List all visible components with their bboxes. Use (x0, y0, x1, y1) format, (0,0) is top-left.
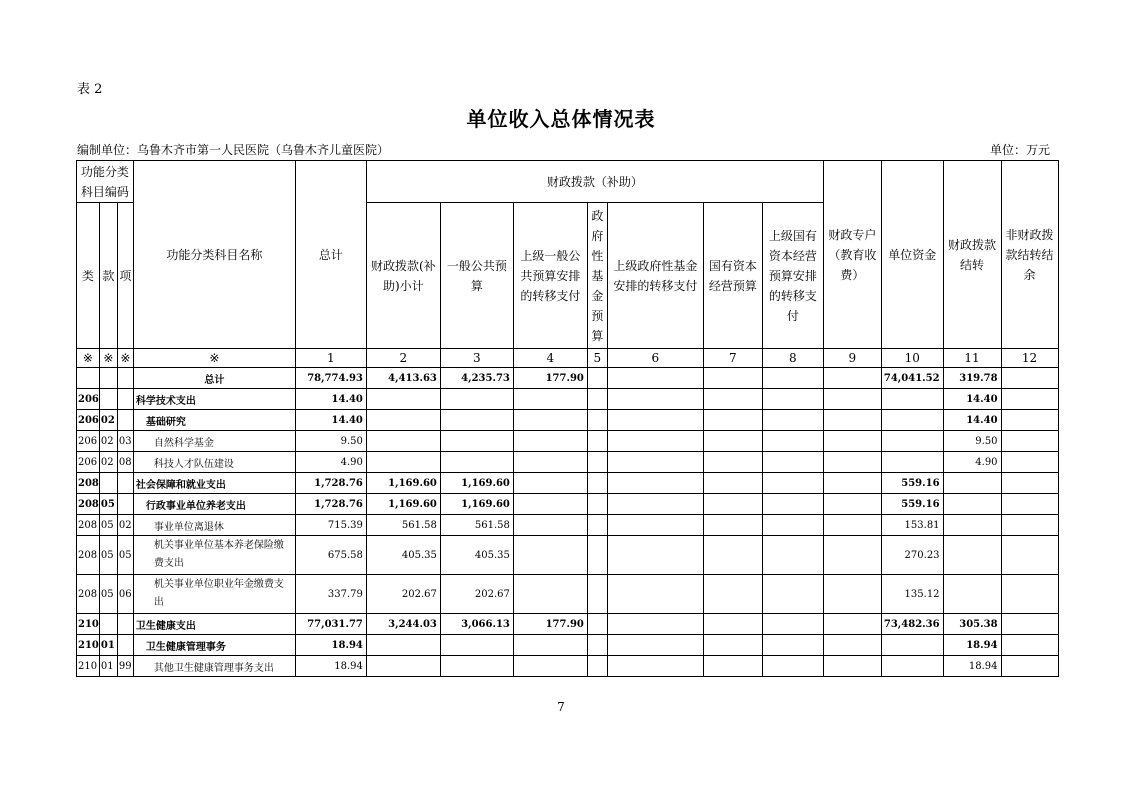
header-total: 总计 (295, 161, 366, 349)
table-row (77, 575, 1059, 614)
value-cell: 4,413.63 (366, 368, 440, 389)
code-kuan-cell: 05 (99, 536, 117, 575)
column-index-row (77, 349, 1059, 368)
code-kuan-cell (99, 389, 117, 410)
value-cell (366, 431, 440, 452)
table-row (77, 494, 1059, 515)
value-cell: 319.78 (943, 368, 1001, 389)
value-cell (703, 389, 762, 410)
value-cell (587, 473, 607, 494)
value-cell (943, 536, 1001, 575)
value-cell (823, 410, 881, 431)
value-cell (587, 614, 607, 635)
table-row (77, 515, 1059, 536)
value-cell (1001, 575, 1058, 614)
value-cell (1001, 452, 1058, 473)
value-cell (762, 575, 823, 614)
value-cell: 1,169.60 (366, 494, 440, 515)
code-xiang-cell (117, 368, 133, 389)
value-cell: 74,041.52 (881, 368, 943, 389)
value-cell (513, 410, 587, 431)
code-kuan-cell: 05 (99, 515, 117, 536)
value-cell (366, 656, 440, 677)
column-index-cell: 6 (607, 349, 703, 368)
header-lei: 类 (77, 203, 100, 349)
header-upper-state-capital: 上级国有资本经营预算安排的转移支付 (762, 203, 823, 349)
table-row (77, 536, 1059, 575)
code-lei-cell: 206 (77, 452, 100, 473)
value-cell: 4.90 (295, 452, 366, 473)
item-name-cell: 基础研究 (133, 410, 295, 431)
column-index-cell: 7 (703, 349, 762, 368)
value-cell (1001, 368, 1058, 389)
value-cell (607, 431, 703, 452)
value-cell: 405.35 (366, 536, 440, 575)
value-cell: 305.38 (943, 614, 1001, 635)
value-cell (587, 536, 607, 575)
value-cell (1001, 410, 1058, 431)
code-kuan-cell: 01 (99, 656, 117, 677)
value-cell (607, 473, 703, 494)
value-cell: 202.67 (440, 575, 513, 614)
value-cell (703, 515, 762, 536)
value-cell: 202.67 (366, 575, 440, 614)
value-cell (762, 494, 823, 515)
value-cell (440, 389, 513, 410)
header-nonfiscal-carry: 非财政拨款结转结余 (1001, 161, 1058, 349)
code-kuan-cell (99, 614, 117, 635)
code-lei-cell (77, 368, 100, 389)
value-cell (762, 389, 823, 410)
code-lei-cell: 206 (77, 410, 100, 431)
value-cell: 14.40 (943, 389, 1001, 410)
header-upper-gov-fund: 上级政府性基金安排的转移支付 (607, 203, 703, 349)
value-cell (703, 614, 762, 635)
item-name-cell: 卫生健康管理事务 (133, 635, 295, 656)
code-xiang-cell: 05 (117, 536, 133, 575)
value-cell (607, 575, 703, 614)
value-cell (762, 410, 823, 431)
column-index-cell: 2 (366, 349, 440, 368)
value-cell: 3,066.13 (440, 614, 513, 635)
code-lei-cell: 206 (77, 431, 100, 452)
value-cell (1001, 635, 1058, 656)
value-cell: 1,728.76 (295, 494, 366, 515)
item-name-cell: 机关事业单位基本养老保险缴费支出 (133, 536, 295, 575)
value-cell (881, 656, 943, 677)
column-index-cell: 8 (762, 349, 823, 368)
value-cell (823, 389, 881, 410)
code-lei-cell: 208 (77, 473, 100, 494)
value-cell: 18.94 (943, 656, 1001, 677)
value-cell: 561.58 (440, 515, 513, 536)
value-cell (703, 368, 762, 389)
value-cell (703, 431, 762, 452)
table-row (77, 614, 1059, 635)
value-cell (823, 368, 881, 389)
value-cell (587, 635, 607, 656)
value-cell: 18.94 (295, 656, 366, 677)
value-cell (440, 452, 513, 473)
value-cell (607, 536, 703, 575)
value-cell: 14.40 (295, 410, 366, 431)
value-cell (823, 656, 881, 677)
value-cell (823, 635, 881, 656)
value-cell (762, 635, 823, 656)
value-cell (823, 431, 881, 452)
value-cell (881, 389, 943, 410)
value-cell: 14.40 (295, 389, 366, 410)
value-cell (366, 389, 440, 410)
value-cell (703, 473, 762, 494)
table-row (77, 452, 1059, 473)
code-kuan-cell: 02 (99, 431, 117, 452)
value-cell: 73,482.36 (881, 614, 943, 635)
value-cell (762, 452, 823, 473)
value-cell (703, 494, 762, 515)
value-cell: 270.23 (881, 536, 943, 575)
column-index-cell: 5 (587, 349, 607, 368)
value-cell (366, 410, 440, 431)
code-kuan-cell: 05 (99, 494, 117, 515)
value-cell (823, 614, 881, 635)
value-cell (881, 635, 943, 656)
code-lei-cell: 208 (77, 575, 100, 614)
header-upper-general: 上级一般公共预算安排的转移支付 (513, 203, 587, 349)
value-cell (607, 389, 703, 410)
value-cell (607, 410, 703, 431)
code-xiang-cell: 08 (117, 452, 133, 473)
value-cell: 9.50 (295, 431, 366, 452)
value-cell (607, 494, 703, 515)
column-index-cell: 9 (823, 349, 881, 368)
code-kuan-cell: 02 (99, 410, 117, 431)
item-name-cell: 社会保障和就业支出 (133, 473, 295, 494)
column-index-cell: 4 (513, 349, 587, 368)
value-cell: 405.35 (440, 536, 513, 575)
value-cell (1001, 515, 1058, 536)
value-cell (762, 536, 823, 575)
value-cell: 3,244.03 (366, 614, 440, 635)
value-cell: 559.16 (881, 473, 943, 494)
table-row (77, 431, 1059, 452)
value-cell: 675.58 (295, 536, 366, 575)
item-name-cell: 行政事业单位养老支出 (133, 494, 295, 515)
value-cell (823, 494, 881, 515)
value-cell: 153.81 (881, 515, 943, 536)
value-cell (1001, 536, 1058, 575)
code-xiang-cell: 99 (117, 656, 133, 677)
value-cell (366, 635, 440, 656)
column-index-cell: ※ (99, 349, 117, 368)
value-cell (881, 452, 943, 473)
code-xiang-cell: 02 (117, 515, 133, 536)
code-xiang-cell (117, 614, 133, 635)
value-cell (703, 536, 762, 575)
code-kuan-cell: 02 (99, 452, 117, 473)
table-label: 表 2 (77, 82, 103, 97)
value-cell: 78,774.93 (295, 368, 366, 389)
header-special: 财政专户（教育收费） (823, 161, 881, 349)
code-lei-cell: 210 (77, 614, 100, 635)
value-cell (703, 656, 762, 677)
item-name-cell: 卫生健康支出 (133, 614, 295, 635)
value-cell (762, 656, 823, 677)
column-index-cell: 11 (943, 349, 1001, 368)
value-cell (513, 473, 587, 494)
item-name-cell: 科学技术支出 (133, 389, 295, 410)
table-row (77, 389, 1059, 410)
header-state-capital: 国有资本经营预算 (703, 203, 762, 349)
value-cell (762, 614, 823, 635)
value-cell (823, 473, 881, 494)
value-cell (440, 431, 513, 452)
value-cell (823, 452, 881, 473)
value-cell (943, 494, 1001, 515)
value-cell (587, 389, 607, 410)
value-cell (587, 368, 607, 389)
value-cell (943, 515, 1001, 536)
column-index-cell: ※ (133, 349, 295, 368)
item-name-cell: 事业单位离退休 (133, 515, 295, 536)
value-cell (881, 410, 943, 431)
header-unit-funds: 单位资金 (881, 161, 943, 349)
value-cell: 77,031.77 (295, 614, 366, 635)
value-cell: 177.90 (513, 368, 587, 389)
code-kuan-cell: 01 (99, 635, 117, 656)
table-row (77, 410, 1059, 431)
code-kuan-cell (99, 473, 117, 494)
value-cell (762, 431, 823, 452)
value-cell: 1,728.76 (295, 473, 366, 494)
value-cell (513, 452, 587, 473)
value-cell (440, 635, 513, 656)
value-cell: 1,169.60 (440, 473, 513, 494)
header-fiscal-carry: 财政拨款结转 (943, 161, 1001, 349)
value-cell (513, 494, 587, 515)
compiling-unit: 编制单位：乌鲁木齐市第一人民医院（乌鲁木齐儿童医院） (77, 143, 390, 157)
value-cell (703, 452, 762, 473)
value-cell (943, 473, 1001, 494)
header-fiscal-group: 财政拨款（补助） (366, 161, 823, 203)
value-cell (1001, 389, 1058, 410)
code-xiang-cell: 03 (117, 431, 133, 452)
value-cell (823, 515, 881, 536)
table-row (77, 656, 1059, 677)
value-cell (513, 656, 587, 677)
header-code-group: 功能分类科目编码 (77, 161, 134, 203)
value-cell (366, 452, 440, 473)
value-cell (823, 536, 881, 575)
column-index-cell: ※ (117, 349, 133, 368)
header-xiang: 项 (117, 203, 133, 349)
value-cell (440, 410, 513, 431)
column-index-cell: 10 (881, 349, 943, 368)
value-cell: 4,235.73 (440, 368, 513, 389)
code-lei-cell: 206 (77, 389, 100, 410)
value-cell (587, 515, 607, 536)
code-lei-cell: 208 (77, 515, 100, 536)
header-name: 功能分类科目名称 (133, 161, 295, 349)
value-cell (1001, 431, 1058, 452)
value-cell (513, 536, 587, 575)
page-title: 单位收入总体情况表 (466, 107, 656, 131)
column-index-cell: 3 (440, 349, 513, 368)
value-cell (881, 431, 943, 452)
value-cell (513, 635, 587, 656)
item-name-cell: 科技人才队伍建设 (133, 452, 295, 473)
value-cell (607, 515, 703, 536)
table-row (77, 635, 1059, 656)
value-cell (1001, 614, 1058, 635)
value-cell (607, 368, 703, 389)
value-cell (607, 614, 703, 635)
code-lei-cell: 208 (77, 494, 100, 515)
code-xiang-cell (117, 635, 133, 656)
page-number: 7 (557, 700, 565, 714)
value-cell: 14.40 (943, 410, 1001, 431)
code-xiang-cell (117, 494, 133, 515)
value-cell (703, 635, 762, 656)
header-gov-fund: 政府性基金预算 (587, 203, 607, 349)
value-cell (943, 575, 1001, 614)
value-cell (587, 431, 607, 452)
column-index-cell: 12 (1001, 349, 1058, 368)
income-table (76, 160, 1059, 677)
code-xiang-cell (117, 473, 133, 494)
value-cell: 18.94 (295, 635, 366, 656)
code-kuan-cell: 05 (99, 575, 117, 614)
value-cell: 1,169.60 (366, 473, 440, 494)
header-subtotal: 财政拨款(补助)小计 (366, 203, 440, 349)
value-cell (607, 452, 703, 473)
column-index-cell: ※ (77, 349, 100, 368)
value-cell (513, 431, 587, 452)
value-cell (440, 656, 513, 677)
value-cell (513, 575, 587, 614)
value-cell (587, 494, 607, 515)
value-cell (513, 515, 587, 536)
value-cell (703, 575, 762, 614)
value-cell: 337.79 (295, 575, 366, 614)
value-cell: 9.50 (943, 431, 1001, 452)
value-cell: 135.12 (881, 575, 943, 614)
value-cell (587, 410, 607, 431)
value-cell (762, 368, 823, 389)
column-index-cell: 1 (295, 349, 366, 368)
table-row (77, 368, 1059, 389)
value-cell: 18.94 (943, 635, 1001, 656)
value-cell (1001, 656, 1058, 677)
value-cell: 1,169.60 (440, 494, 513, 515)
item-name-cell: 总计 (133, 368, 295, 389)
value-cell (513, 389, 587, 410)
code-kuan-cell (99, 368, 117, 389)
value-cell (703, 410, 762, 431)
code-xiang-cell (117, 389, 133, 410)
code-lei-cell: 208 (77, 536, 100, 575)
header-kuan: 款 (99, 203, 117, 349)
item-name-cell: 机关事业单位职业年金缴费支出 (133, 575, 295, 614)
table-row (77, 473, 1059, 494)
value-cell (607, 656, 703, 677)
value-cell: 561.58 (366, 515, 440, 536)
value-cell: 559.16 (881, 494, 943, 515)
code-lei-cell: 210 (77, 656, 100, 677)
value-cell (823, 575, 881, 614)
currency-unit: 单位：万元 (990, 143, 1051, 157)
item-name-cell: 其他卫生健康管理事务支出 (133, 656, 295, 677)
value-cell: 4.90 (943, 452, 1001, 473)
value-cell (607, 635, 703, 656)
value-cell (587, 656, 607, 677)
item-name-cell: 自然科学基金 (133, 431, 295, 452)
value-cell (1001, 473, 1058, 494)
code-xiang-cell (117, 410, 133, 431)
code-xiang-cell: 06 (117, 575, 133, 614)
code-lei-cell: 210 (77, 635, 100, 656)
value-cell (762, 515, 823, 536)
header-general: 一般公共预算 (440, 203, 513, 349)
value-cell (587, 575, 607, 614)
value-cell (762, 473, 823, 494)
value-cell: 715.39 (295, 515, 366, 536)
value-cell: 177.90 (513, 614, 587, 635)
value-cell (587, 452, 607, 473)
value-cell (1001, 494, 1058, 515)
